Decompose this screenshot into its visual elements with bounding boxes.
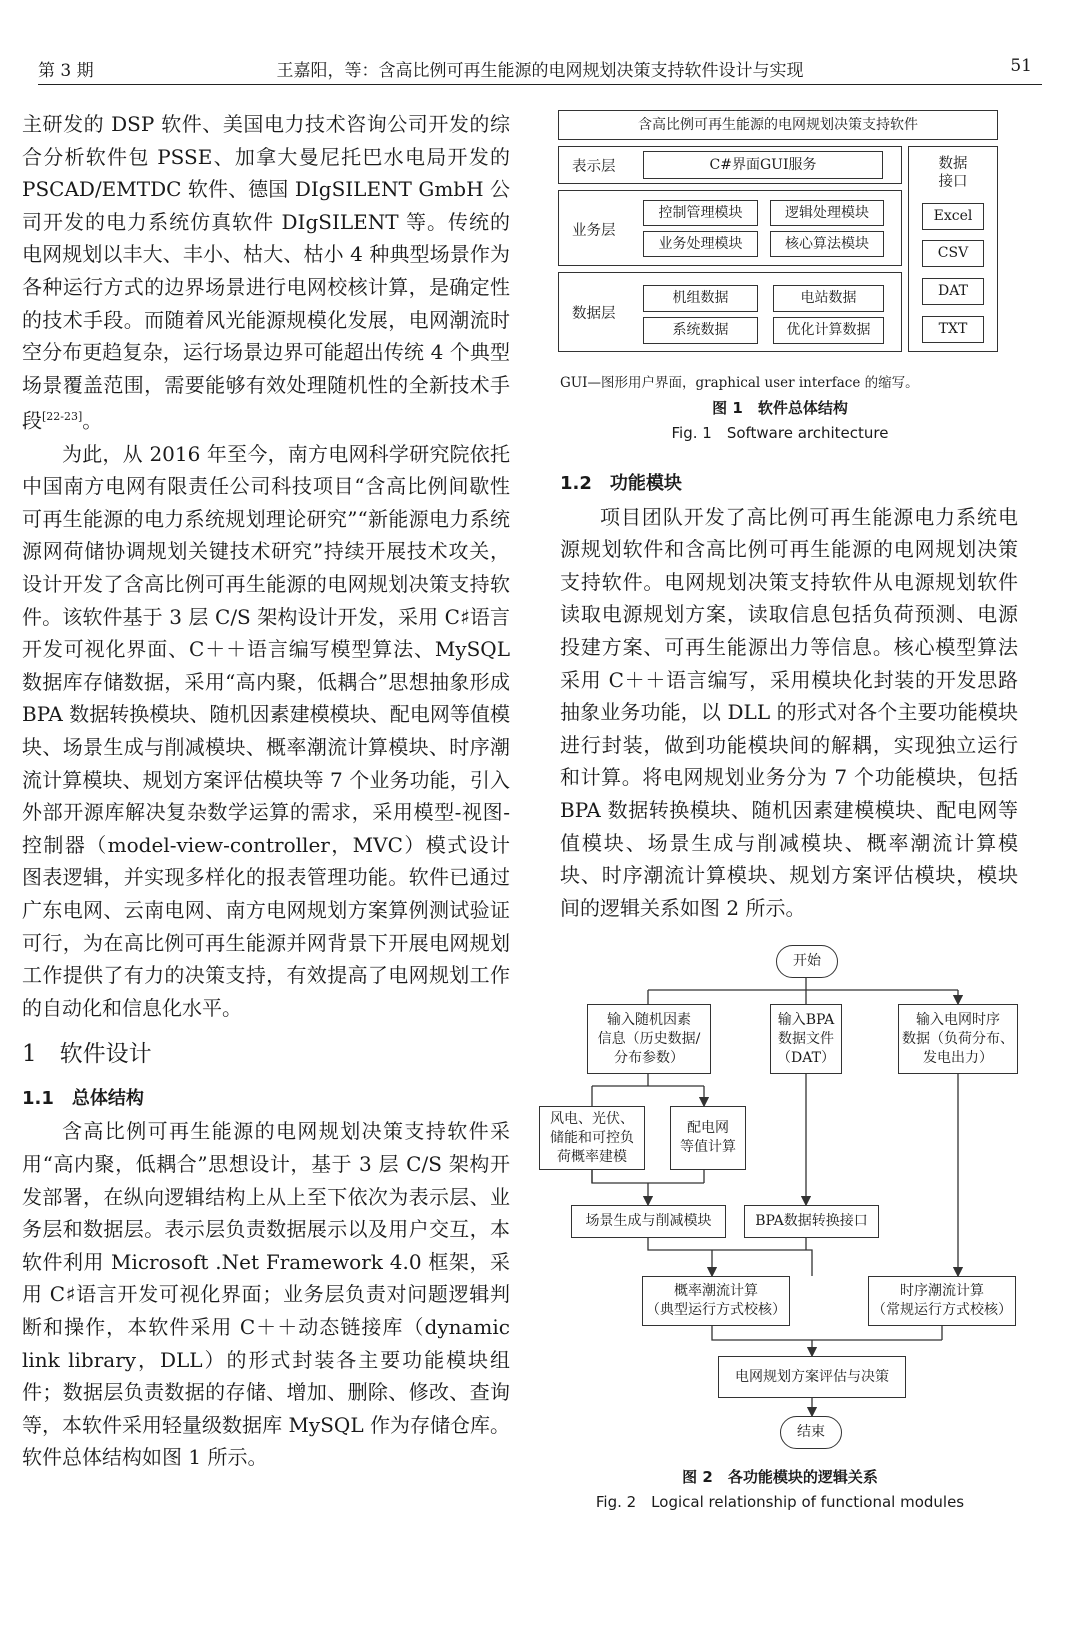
fig1-csv: CSV xyxy=(922,240,984,267)
fig1-b3: 业务处理模块 xyxy=(643,231,758,257)
fig2-prob-powerflow: 概率潮流计算 （典型运行方式校核） xyxy=(642,1276,790,1326)
fig1-d2: 电站数据 xyxy=(773,285,884,312)
fig2-caption-en: Fig. 2 Logical relationship of functional modules xyxy=(595,1493,965,1511)
fig1-dat: DAT xyxy=(922,278,984,305)
fig2-start: 开始 xyxy=(776,945,838,978)
running-title: 王嘉阳，等：含高比例可再生能源的电网规划决策支持软件设计与实现 xyxy=(276,61,804,81)
subsection-heading: 1.2 功能模块 xyxy=(560,473,682,494)
fig2-scenario-module: 场景生成与削减模块 xyxy=(571,1205,726,1238)
fig1-caption-zh: 图 1 软件总体结构 xyxy=(712,399,848,417)
connector-ppf-a xyxy=(648,1238,812,1276)
connector-scen-in xyxy=(592,1170,704,1205)
fig2-end: 结束 xyxy=(780,1416,842,1449)
fig1-presentation-label: 表示层 xyxy=(572,159,616,175)
subsection-heading: 1.1 总体结构 xyxy=(22,1087,144,1109)
citation[interactable]: [22-23] xyxy=(42,410,83,424)
fig1-d1: 机组数据 xyxy=(643,285,758,312)
fig2-distribution-equivalent: 配电网 等值计算 xyxy=(670,1106,746,1170)
fig1-gui-box: C#界面GUI服务 xyxy=(643,151,883,179)
fig2-input-random: 输入随机因素 信息（历史数据/ 分布参数） xyxy=(587,1004,711,1074)
fig1-top-box: 含高比例可再生能源的电网规划决策支持软件 xyxy=(558,110,998,140)
paragraph: 主研发的 DSP 软件、美国电力技术咨询公司开发的综合分析软件包 PSSE、加拿大曼尼托巴水电局开发的 PSCAD/EMTDC 软件、德国 DIgSILENT GmbH 公司开发的电力系统仿真软件 DIgSILENT 等。传统的电网规划以丰大、丰小、枯大、枯小 4 种典型场景作为各种运行方式的边界场景进行电网校核计算，是确定性的技术手段。而随着风光能源规模化发展，电网潮流时空分布更趋复杂，运行场景边界可能超出传统 4 个典型场景覆盖范围，需要能够有效处理随机性的全新技术手段[22-23]。 xyxy=(22,112,510,433)
paragraph: 含高比例可再生能源的电网规划决策支持软件采用“高内聚，低耦合”思想设计，基于 3 层 C/S 架构开发部署，在纵向逻辑结构上从上至下依次为表示层、业务层和数据层。表示层负责数据展示以及用户交互，本软件利用 Microsoft .Net Framework 4.0 框架，采用 C♯语言开发可视化界面；业务层负责对问题逻辑判断和操作，本软件采用 C＋＋动态链接库（dynamic link library，DLL）的形式封装各主要功能模块组件；数据层负责数据的存储、增加、删除、修改、查询等，本软件采用轻量级数据库 MySQL 作为存储仓库。软件总体结构如图 1 所示。 xyxy=(22,1119,510,1470)
connector-start xyxy=(648,978,958,1004)
connector-join xyxy=(592,1170,704,1183)
paragraph: 为此，从 2016 年至今，南方电网科学研究院依托中国南方电网有限责任公司科技项目“含高比例间歇性可再生能源的电力系统规划理论研究”“新能源电力系统源网荷储协调规划关键技术研究”持续开展技术攻关，设计开发了含高比例可再生能源的电网规划决策支持软件。该软件基于 3 层 C/S 架构设计开发，采用 C♯语言开发可视化界面、C＋＋语言编写模型算法、MySQL 数据库存储数据，采用“高内聚，低耦合”思想抽象形成 BPA 数据转换模块、随机因素建模模块、配电网等值模块、场景生成与削减模块、概率潮流计算模块、时序潮流计算模块、规划方案评估模块等 7 个业务功能，引入外部开源库解决复杂数学运算的需求，采用模型-视图-控制器（model-view-controller，MVC）模式设计图表逻辑，并实现多样化的报表管理功能。软件已通过广东电网、云南电网、南方电网规划方案算例测试验证可行，为在高比例可再生能源并网背景下开展电网规划工作提供了有力的决策支持，有效提高了电网规划工作的自动化和信息化水平。 xyxy=(22,441,510,1020)
connector-eval xyxy=(712,1326,942,1356)
connector-random xyxy=(592,1074,704,1106)
fig2-caption-zh: 图 2 各功能模块的逻辑关系 xyxy=(682,1468,878,1486)
fig2-caption xyxy=(560,1466,1000,1512)
fig1-caption-en: Fig. 1 Software architecture xyxy=(671,424,889,442)
fig1-business-label: 业务层 xyxy=(572,223,616,239)
fig1-d4: 优化计算数据 xyxy=(773,317,884,344)
fig2-input-timeseries: 输入电网时序 数据（负荷分布、 发电出力） xyxy=(898,1004,1018,1074)
fig2-evaluation: 电网规划方案评估与决策 xyxy=(718,1356,906,1398)
issue-number: 第 3 期 xyxy=(38,61,94,81)
fig2-bpa-interface: BPA数据转换接口 xyxy=(744,1205,879,1238)
fig1-b2: 逻辑处理模块 xyxy=(770,200,884,226)
paragraph: 项目团队开发了高比例可再生能源电力系统电源规划软件和含高比例可再生能源的电网规划决策支持软件。电网规划决策支持软件从电源规划软件读取电源规划方案，读取信息包括负荷预测、电源投建方案、可再生能源出力等信息。核心模型算法采用 C＋＋语言编写，采用模块化封装的开发思路抽象业务功能，以 DLL 的形式对各个主要功能模块进行封装，做到功能模块间的解耦，实现独立运行和计算。将电网规划业务分为 7 个功能模块，包括 BPA 数据转换模块、随机因素建模模块、配电网等值模块、场景生成与削减模块、概率潮流计算模块、时序潮流计算模块、规划方案评估模块，模块间的逻辑关系如图 2 所示。 xyxy=(560,504,1018,920)
fig1-interface-title: 数据 接口 xyxy=(938,156,968,190)
fig1-excel: Excel xyxy=(922,203,984,230)
page-number: 51 xyxy=(1010,56,1032,76)
fig1-b4: 核心算法模块 xyxy=(770,231,884,257)
fig1-data-label: 数据层 xyxy=(572,306,616,322)
fig2-timeseries-powerflow: 时序潮流计算 （常规运行方式校核） xyxy=(868,1276,1016,1326)
fig1-d3: 系统数据 xyxy=(643,317,758,344)
section-heading: 1 软件设计 xyxy=(22,1041,152,1068)
fig1-b1: 控制管理模块 xyxy=(643,200,758,226)
fig1-note: GUI—图形用户界面，graphical user interface 的缩写。 xyxy=(560,375,919,391)
fig2-prob-modeling: 风电、光伏、 储能和可控负 荷概率建模 xyxy=(539,1106,645,1170)
fig2-input-bpa: 输入BPA 数据文件 （DAT） xyxy=(770,1004,842,1074)
fig1-txt: TXT xyxy=(922,316,984,343)
